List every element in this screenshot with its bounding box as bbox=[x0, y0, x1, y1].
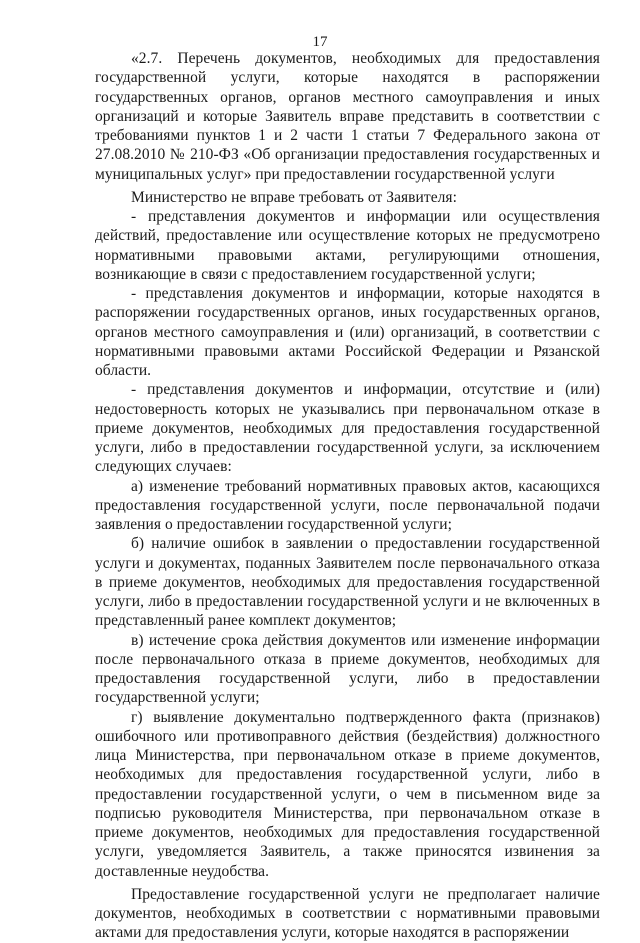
list-item-actions-not-required: - представления документов и информации или осуществления действий, предоставление или осуществление которых не предусмотрено нормативными правовыми актами, регулирующими отношения, возникающие в связи с предоставлением государственной услуги; bbox=[95, 208, 600, 283]
list-item-documents-in-possession: - представления документов и информации, которые находятся в распоряжении государственных органов, иных государственных органов, органов местного самоуправления и (или) организаций, в соответствии с нормативными правовыми актами Российской Федерации и Рязанской области. bbox=[95, 285, 600, 379]
list-item-documents-not-indicated: - представления документов и информации, отсутствие и (или) недостоверность которых не указывались при первоначальном отказе в приеме документов, необходимых для предоставления государственной услуги, либо в предоставлении государственной услуги, за исключением следующих случаев: bbox=[95, 381, 600, 476]
exception-g: г) выявление документально подтвержденного факта (признаков) ошибочного или противоправного действия (бездействия) должностного лица Министерства, при первоначальном отказе в приеме документов, необходимых для предоставления государственной услуги, либо в предоставлении государственной услуги, о чем в письменном виде за подписью руководителя Министерства, при первоначальном отказе в приеме документов, необходимых для предоставления государственной услуги, уведомляется Заявитель, а также приносятся извинения за доставленные неудобства. bbox=[95, 708, 600, 880]
closing-paragraph: Предоставление государственной услуги не предполагает наличие документов, необходимых в соответствии с нормативными правовыми актами для предоставления услуги, которые находятся в распоряжении bbox=[95, 885, 600, 942]
ministry-restrictions-intro: Министерство не вправе требовать от Заявителя: bbox=[131, 188, 457, 206]
document-body bbox=[95, 49, 600, 943]
exception-b: б) наличие ошибок в заявлении о предоставлении государственной услуги и документах, поданных Заявителем после первоначального отказа в приеме документов, необходимых для предоставления государственной услуги, либо в предоставлении государственной услуги и не включенных в представленный ранее комплект документов; bbox=[95, 535, 600, 630]
section-2-7-heading: «2.7. Перечень документов, необходимых для предоставления государственной услуги, которые находятся в распоряжении государственных органов, органов местного самоуправления и иных организаций и которые Заявитель вправе представить в соответствии с требованиями пунктов 1 и 2 части 1 статьи 7 Федерального закона от 27.08.2010 № 210-ФЗ «Об организации предоставления государственных и муниципальных услуг» при предоставлении государственной услуги bbox=[95, 50, 600, 183]
page-number: 17 bbox=[312, 34, 328, 50]
exception-v: в) истечение срока действия документов или изменение информации после первоначального отказа в приеме документов, необходимых для предоставления государственной услуги, либо в предоставлении государственной услуги; bbox=[95, 631, 600, 707]
exception-a: а) изменение требований нормативных правовых актов, касающихся предоставления государственной услуги, после первоначальной подачи заявления о предоставлении государственной услуги; bbox=[95, 477, 600, 533]
